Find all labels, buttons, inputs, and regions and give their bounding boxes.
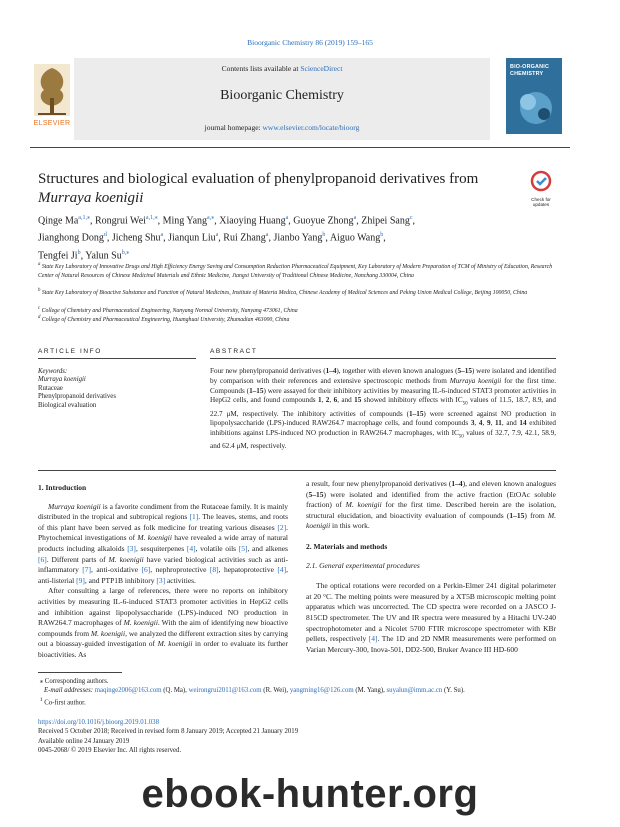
intro-paragraph-1: Murraya koenigii is a favorite condiment from the Rutaceae family. It is mainly distributed in the tropical and subtropical regions [1]. The leaves, stems, and roots of this plant have been served as folk medicine for treating various diseases [2]. Phytochemical investigations of M. koenigii have revealed a wide array of natural products including alkaloids [3], sesquiterpenes [4], volatile oils [5], and alkenes [6]. Different parts of M. koenigii have varied biological activities such as anti-inflammatory [7], anti-oxidative [6], nephroprotective [8], hepatoprotective [4], anti-listerial [9], and PTP1B inhibitory [3] activities. <box>38 501 289 585</box>
co-first-note: $^1$ Co-first author. <box>39 696 86 706</box>
author-affiliation-mark[interactable]: b <box>380 232 384 239</box>
elsevier-tree-icon <box>30 58 74 140</box>
author-name: Zhipei Sang <box>361 215 410 227</box>
author-affiliation-mark[interactable]: a,1,⁎ <box>145 215 158 221</box>
citation-link[interactable]: [7] <box>82 565 92 575</box>
citation-link[interactable]: [1] <box>189 512 199 522</box>
email-addresses: E-mail addresses: maqinge2006@163.com (Q. Ma), weirongrui2011@163.com (R. Wei), yangming16@126.com (M. Yang), suyalun@imm.ac.cn (Y. Su). <box>44 687 465 695</box>
keywords-block <box>38 368 198 410</box>
contents-line <box>74 64 490 73</box>
citation-link[interactable]: [3] <box>156 575 166 585</box>
elsevier-logo <box>30 58 74 140</box>
check-badge-line1: Check for <box>531 197 551 202</box>
citation-link[interactable]: [6] <box>38 554 47 564</box>
email-link[interactable]: weirongrui2011@163.com <box>188 687 262 695</box>
sciencedirect-link[interactable]: ScienceDirect <box>300 64 343 73</box>
affiliation-text: College of Chemistry and Pharmaceutical Engineering, Huanghuai University, Zhumadian 463000, China <box>41 316 290 323</box>
methods-heading: 2. Materials and methods <box>306 541 388 551</box>
methods-paragraph-1: The optical rotations were recorded on a Perkin-Elmer 241 digital polarimeter at 20 °C. The melting points were measured by a XT5B microscopic melting point apparatus which was uncorrected. The CD spectra were recorded on a JASCO J-815CD spectrometer. The UV and IR spectra were measured by a Hitachi UV-240 spectrophotometer and a Nicolet 5700 FTIR microscope spectrometer with KBr pellets, respectively [4]. The 1D and 2D NMR measurements were performed on Varian Mercury-300, Inova-501, DD2-500, Bruker Avance III HD-600 <box>306 581 557 654</box>
author-separator: , <box>218 232 224 244</box>
doi-link[interactable]: https://doi.org/10.1016/j.bioorg.2019.01.038 <box>38 719 159 726</box>
affiliation-text: State Key Laboratory of Bioactive Substance and Function of Natural Medicines, Institute of Materia Medica, Chinese Academy of Medical Sciences and Peking Union Medical College, Beijing 100050, China <box>41 289 528 296</box>
article-info-label: ARTICLE INFO <box>38 348 102 355</box>
cover-art-icon <box>506 58 562 134</box>
author-affiliation-mark[interactable]: a <box>215 232 219 239</box>
author-name: Jianghong Dong <box>38 232 104 244</box>
author-separator: , <box>214 215 220 227</box>
journal-cover-thumbnail <box>506 58 562 134</box>
author-affiliation-mark[interactable]: b,⁎ <box>121 249 130 256</box>
abstract-rule <box>210 358 556 359</box>
author-name: Aiguo Wang <box>329 232 381 244</box>
author-affiliation-mark[interactable]: c <box>409 215 413 221</box>
author-separator: , <box>325 232 330 244</box>
author-name: Rongrui Wei <box>94 215 146 227</box>
author-name: Xiaoying Huang <box>219 215 286 227</box>
email-link[interactable]: yangming16@126.com <box>289 687 354 695</box>
citation-link[interactable]: [2] <box>277 522 287 532</box>
author-separator: , <box>268 232 274 244</box>
watermark: ebook-hunter.org <box>141 772 479 816</box>
footnote-rule <box>38 672 122 673</box>
introduction-heading: 1. Introduction <box>38 483 87 492</box>
publisher-name: ELSEVIER <box>33 120 71 127</box>
author-separator: , <box>89 215 95 227</box>
journal-homepage <box>74 123 490 132</box>
email-link[interactable]: suyalun@imm.ac.cn <box>386 687 443 695</box>
author-name: Tengfei Ji <box>38 249 78 261</box>
keywords-label: Keywords: <box>38 368 68 375</box>
author-name: Jianbo Yang <box>273 232 323 244</box>
author-affiliation-mark[interactable]: b <box>322 232 326 239</box>
affiliation-text: State Key Laboratory of Innovative Drugs and High Efficiency Energy Saving and Consumption Reduction Pharmaceutical Equipment, Key Laboratory of Modern Preparation of TCM of Ministry of Education, Research Center of Natural Resources of Chinese Medicinal Materials and Ethnic Medicine, Jiangxi University of Traditional Chinese Medicine, Nanchang 330004, China <box>38 263 553 279</box>
abstract-label: ABSTRACT <box>210 348 258 355</box>
author-name: Qinge Ma <box>38 215 79 227</box>
affiliation-item <box>38 261 556 280</box>
author-name: Rui Zhang <box>223 232 266 244</box>
homepage-prefix: journal homepage: <box>204 123 263 132</box>
author-list <box>38 211 556 263</box>
citation-link[interactable]: [3] <box>127 543 136 553</box>
journal-name: Bioorganic Chemistry <box>220 88 344 103</box>
citation-link[interactable]: [4] <box>186 543 196 553</box>
affiliation-mark: b <box>38 288 41 293</box>
abstract-text: Four new phenylpropanoid derivatives (1–4), together with eleven known analogues (5–15) were isolated and identified by comparison with their references and extensive spectroscopic methods from Murraya koenigii for the first time. Compounds (1–15) were assayed for their inhibitory activities by measuring IL-6-induced STAT3 promoter activities in HepG2 cells, and found compounds 1, 2, 6, and 15 showed inhibitory effects with $IC_{50}$ values of 11.5, 18.7, 8.9, and 22.7 μM, respectively. The inhibitory activities of compounds (1–15) were screened against NO production in lipopolysaccharide (LPS)-induced RAW264.7 macrophage cells, and found compounds 3, 4, 9, 11, and 14 exhibited inhibitions against LPS-induced NO production in RAW264.7 macrophages, with $IC_{50}$ values of 32.7, 7.9, 42.1, 58.9, and 62.4 μM, respectively. <box>210 367 557 451</box>
body-left-column <box>38 483 288 661</box>
author-separator: , <box>383 232 386 244</box>
author-separator: , <box>163 232 169 244</box>
author-name: Jicheng Shu <box>111 232 161 244</box>
journal-reference[interactable]: Bioorganic Chemistry 86 (2019) 159–165 <box>247 38 373 47</box>
cover-title-line2: CHEMISTRY <box>510 71 544 77</box>
author-affiliation-mark[interactable]: a <box>285 215 289 221</box>
citation-link[interactable]: [6] <box>141 565 151 575</box>
author-affiliation-mark[interactable]: a,⁎ <box>207 215 215 221</box>
check-badge-line2: updates <box>532 202 550 207</box>
article-info-rule <box>38 358 196 359</box>
cover-title-line1: BIO-ORGANIC <box>510 64 550 70</box>
check-for-updates-badge[interactable] <box>524 170 558 207</box>
author-separator: , <box>80 249 86 261</box>
author-name: Yalun Su <box>85 249 122 261</box>
article-title <box>38 170 488 208</box>
citation-link[interactable]: [4] <box>277 565 287 575</box>
header-rule <box>30 147 570 148</box>
abstract-bottom-rule <box>38 470 556 471</box>
keyword-item: Phenylpropanoid derivatives <box>38 393 116 401</box>
author-separator: , <box>356 215 362 227</box>
title-line-2: Murraya koenigii <box>38 190 144 206</box>
author-separator: , <box>106 232 112 244</box>
article-metadata <box>38 718 556 755</box>
author-name: Ming Yang <box>162 215 208 227</box>
author-affiliation-mark[interactable]: d <box>103 232 107 239</box>
email-link[interactable]: maqinge2006@163.com <box>94 687 162 695</box>
footnotes <box>38 677 556 707</box>
author-name: Guoyue Zhong <box>293 215 354 227</box>
author-separator: , <box>412 215 416 227</box>
author-affiliation-mark[interactable]: a,1,⁎ <box>78 215 90 221</box>
general-procedures-heading: 2.1. General experimental procedures <box>306 560 420 570</box>
author-name: Jianqun Liu <box>168 232 216 244</box>
author-affiliation-mark[interactable]: a <box>353 215 357 221</box>
affiliation-mark: d <box>38 315 41 320</box>
affiliation-text: College of Chemistry and Pharmaceutical Engineering, Nanyang Normal University, Nanyang 473061, China <box>41 307 298 314</box>
citation-link[interactable]: [5] <box>238 543 248 553</box>
author-separator: , <box>288 215 294 227</box>
received-dates: Received 5 October 2018; Received in revised form 8 January 2019; Accepted 21 January 2019 <box>38 728 299 736</box>
affiliation-item <box>38 287 556 298</box>
corresponding-note: ⁎ Corresponding authors. <box>38 678 109 685</box>
check-for-updates-icon <box>524 170 558 192</box>
intro-paragraph-2-continued: a result, four new phenylpropanoid derivatives (1–4), and eleven known analogues (5–15) were isolated and identified from the active fraction (EtOAc soluble fraction) of M. koenigii for the first time. Described herein are the isolation, structural elucidation, and bioactivity evaluation of compounds (1–15) from M. koenigii in this work. <box>306 479 556 531</box>
citation-link[interactable]: [4] <box>368 634 378 644</box>
citation-link[interactable]: [8] <box>209 565 219 575</box>
keyword-item: Murraya koenigii <box>38 376 86 384</box>
contents-prefix: Contents lists available at <box>221 64 301 73</box>
citation-link[interactable]: [9] <box>76 575 85 585</box>
copyright: 0045-2068/ © 2019 Elsevier Inc. All rights reserved. <box>38 746 182 754</box>
keyword-item: Rutaceae <box>38 384 63 392</box>
affiliation-item <box>38 314 556 325</box>
author-separator: , <box>157 215 163 227</box>
author-affiliation-mark[interactable]: a <box>265 232 269 239</box>
affiliation-mark: c <box>38 306 41 311</box>
body-right-column <box>306 479 556 655</box>
homepage-link[interactable]: www.elsevier.com/locate/bioorg <box>262 123 360 132</box>
affiliation-mark: a <box>38 262 41 267</box>
available-online: Available online 24 January 2019 <box>38 737 130 745</box>
author-affiliation-mark[interactable]: a <box>160 232 164 239</box>
author-affiliation-mark[interactable]: b <box>77 249 81 256</box>
intro-paragraph-2: After consulting a large of references, there were no reports on inhibitory activities by measuring IL-6-induced STAT3 promoter activities in HepG2 cells and inhibition against lipopolysaccharide (LPS)-induced NO production in RAW264.7 macrophages of M. koenigii. With the aim of identifying new bioactive compounds from M. koenigii, we analyzed the different extraction sites by carrying out a bioassay-guided investigation of M. koenigii in order to evaluate its further bioactivities. As <box>38 586 289 659</box>
keyword-item: Biological evaluation <box>38 401 97 409</box>
title-line-1: Structures and biological evaluation of phenylpropanoid derivatives from <box>38 171 479 187</box>
